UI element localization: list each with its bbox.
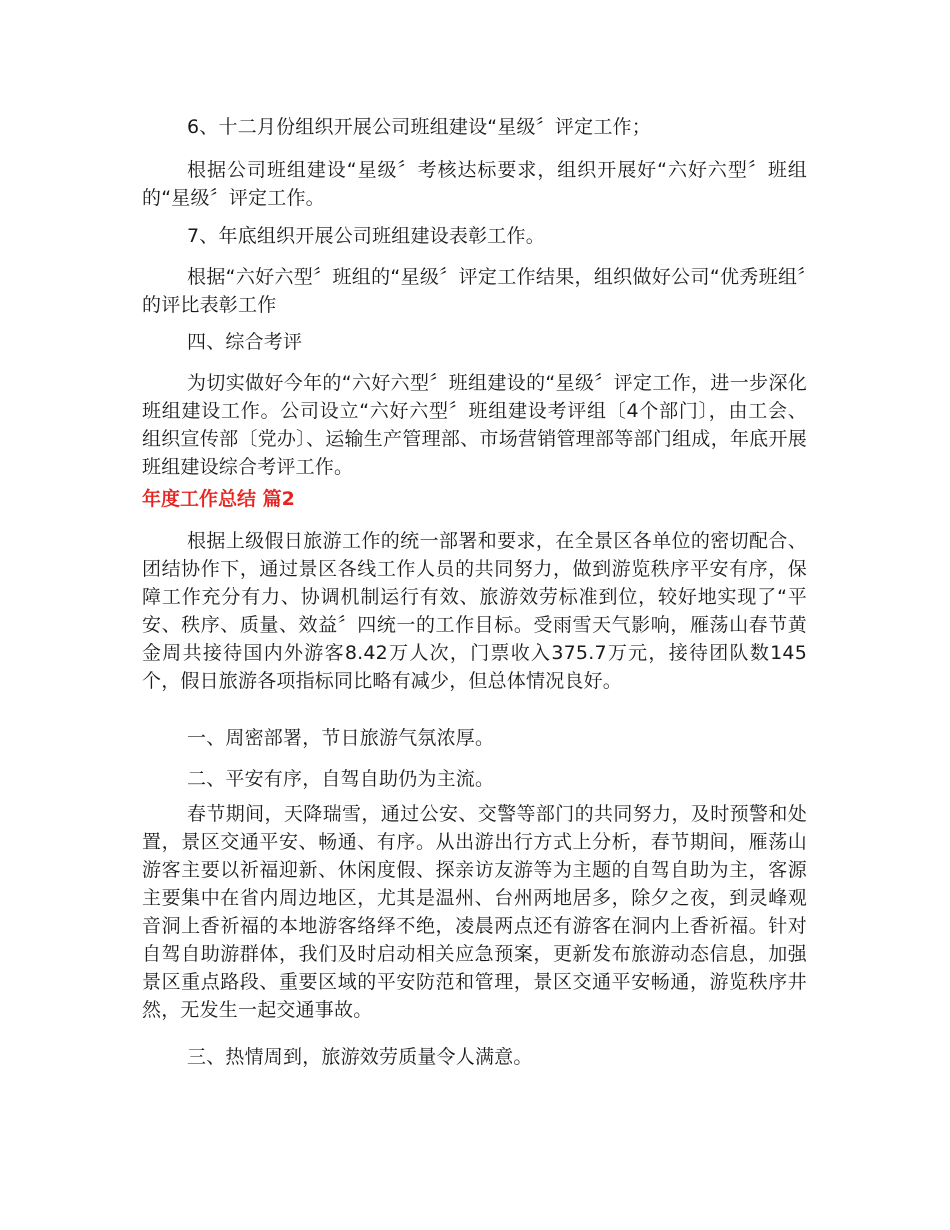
paragraph-point-two: 二、平安有序，自驾自助仍为主流。	[187, 768, 495, 790]
paragraph-comprehensive-eval: 为切实做好今年的“六好六型〞班组建设的“星级〞评定工作，进一步深化班组建设工作。公司设立“六好六型〞班组建设考评组〔4个部门〕，由工会、组织宣传部〔党办〕、运输生产管理部、市场营销管理部等部门组成，年底开展班组建设综合考评工作。	[142, 372, 807, 478]
paragraph-point-three: 三、热情周到，旅游效劳质量令人满意。	[187, 1046, 533, 1068]
section-heading-part-2: 年度工作总结 篇2	[142, 488, 295, 510]
paragraph-spring-festival-detail: 春节期间，天降瑞雪，通过公安、交警等部门的共同努力，及时预警和处置，景区交通平安、畅通、有序。从出游出行方式上分析，春节期间，雁荡山游客主要以祈福迎新、休闲度假、探亲访友游等为主题的自驾自助为主，客源主要集中在省内周边地区，尤其是温州、台州两地居多，除夕之夜，到灵峰观音洞上香祈福的本地游客络绎不绝，凌晨两点还有游客在洞内上香祈福。针对自驾自助游群体，我们及时启动相关应急预案，更新发布旅游动态信息，加强景区重点路段、重要区域的平安防范和管理，景区交通平安畅通，游览秩序井然，无发生一起交通事故。	[142, 803, 807, 1021]
paragraph-section-four-title: 四、综合考评	[187, 331, 303, 353]
paragraph-point-one: 一、周密部署，节日旅游气氛浓厚。	[187, 727, 495, 749]
paragraph-item-6: 6、十二月份组织开展公司班组建设“星级〞评定工作；	[187, 116, 651, 138]
paragraph-item-7: 7、年底组织开展公司班组建设表彰工作。	[187, 225, 545, 247]
paragraph-commendation-desc: 根据“六好六型〞班组的“星级〞评定工作结果，组织做好公司“优秀班组〞的评比表彰工作	[142, 266, 807, 316]
paragraph-holiday-summary: 根据上级假日旅游工作的统一部署和要求，在全景区各单位的密切配合、团结协作下，通过景区各线工作人员的共同努力，做到游览秩序平安有序，保障工作充分有力、协调机制运行有效、旅游效劳标准到位，较好地实现了“平安、秩序、质量、效益〞四统一的工作目标。受雨雪天气影响，雁荡山春节黄金周共接待国内外游客8.42万人次，门票收入375.7万元，接待团队数145个，假日旅游各项指标同比略有减少，但总体情况良好。	[142, 530, 807, 692]
paragraph-star-rating-desc: 根据公司班组建设“星级〞考核达标要求，组织开展好“六好六型〞班组的“星级〞评定工作。	[142, 159, 807, 209]
